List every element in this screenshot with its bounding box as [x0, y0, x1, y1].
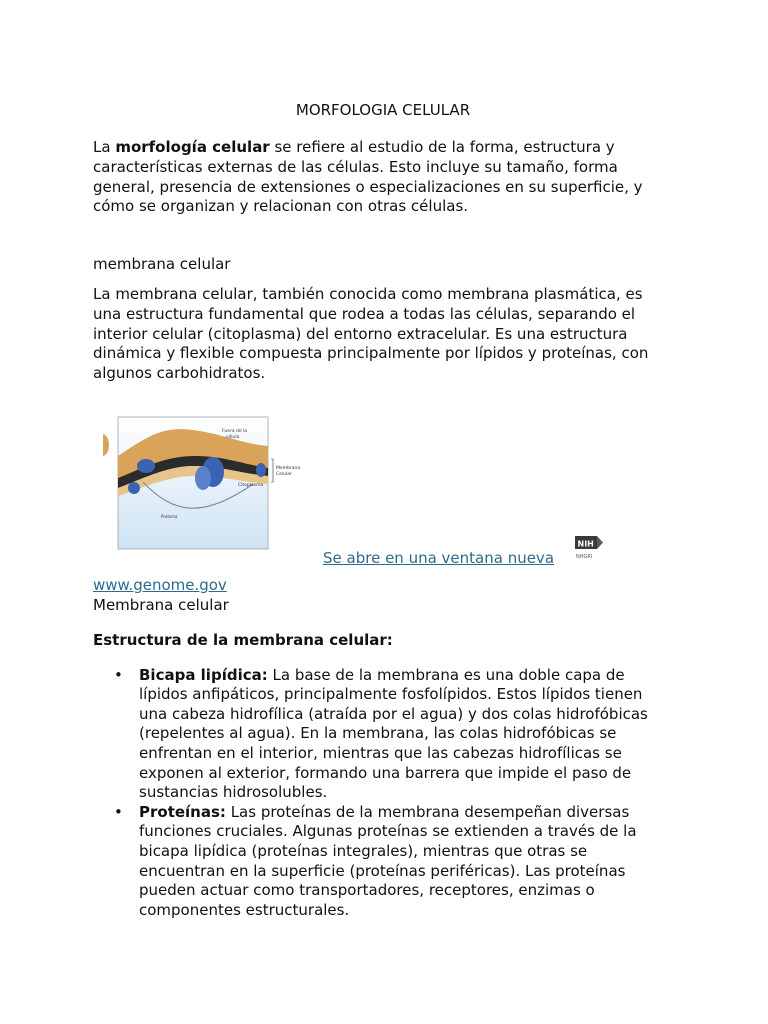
- list-item-text: Las proteínas de la membrana desempeñan diversas funciones cruciales. Algunas proteínas se extienden a través de la bicapa lipídica (proteínas integrales), mientras que otras se encuentran en la superficie (proteínas periféricas). Las proteínas pueden actuar como transportadores, receptores, enzimas o componentes estructurales.: [139, 802, 637, 919]
- source-link[interactable]: www.genome.gov: [93, 575, 227, 594]
- nih-logo[interactable]: [575, 534, 605, 562]
- label-outside-line1: Fuera de la: [222, 428, 248, 434]
- section-heading: membrana celular: [93, 255, 231, 274]
- document-page: [93, 100, 673, 920]
- bullet-glyph: •: [114, 802, 123, 821]
- intro-prefix: La: [93, 138, 116, 156]
- list-item-term: Proteínas:: [139, 802, 226, 821]
- intro-text: se refiere al estudio de la forma, estructura y características externas de las células. Esto incluye su tamaño, forma general, presencia de extensiones o especializaciones en su superficie, y cómo se organizan y relacionan con otras células.: [93, 138, 643, 216]
- open-new-window-link[interactable]: Se abre en una ventana nueva: [323, 548, 555, 567]
- intro-bold-term: morfología celular: [115, 138, 270, 156]
- list-item: [114, 665, 673, 803]
- section-paragraph: La membrana celular, también conocida como membrana plasmática, es una estructura fundamental que rodea a todas las células, separando el interior celular (citoplasma) del entorno extracelular. Es una estructura dinámica y flexible compuesta principalmente por lípidos y proteínas, con algunos carbohidratos.: [93, 284, 649, 383]
- list-item: [114, 802, 673, 921]
- structure-subheading: Estructura de la membrana celular:: [93, 630, 393, 649]
- label-membrane-line2: Celular: [276, 471, 292, 477]
- label-outside-line2: célula: [226, 434, 240, 440]
- cell-membrane-figure[interactable]: [103, 414, 303, 554]
- document-title: MORFOLOGIA CELULAR: [295, 101, 471, 119]
- nih-logo-text: NIH: [577, 539, 594, 549]
- bullet-glyph: •: [114, 665, 123, 684]
- label-cytoplasm: Citoplasma: [238, 482, 264, 488]
- list-item-text: La base de la membrana es una doble capa de lípidos anfipáticos, principalmente fosfolípidos. Estos lípidos tienen una cabeza hidrofílica (atraída por el agua) y dos colas hidrofóbicas (repelentes al agua). En la membrana, las colas hidrofóbicas se enfrentan en el interior, mientras que las cabezas hidrofílicas se exponen al exterior, formando una barrera que impide el paso de sustancias hidrosolubles.: [139, 665, 648, 802]
- label-membrane-line1: Membrana: [276, 465, 301, 471]
- intro-paragraph: [93, 138, 673, 217]
- label-protein: Proteína: [161, 513, 178, 519]
- figure-caption: Membrana celular: [93, 595, 229, 614]
- figure-row: [93, 404, 673, 576]
- list-item-term: Bicapa lipídica:: [139, 665, 268, 684]
- structure-list: [93, 666, 673, 921]
- nhgri-logo-text: NHGRI: [576, 553, 593, 560]
